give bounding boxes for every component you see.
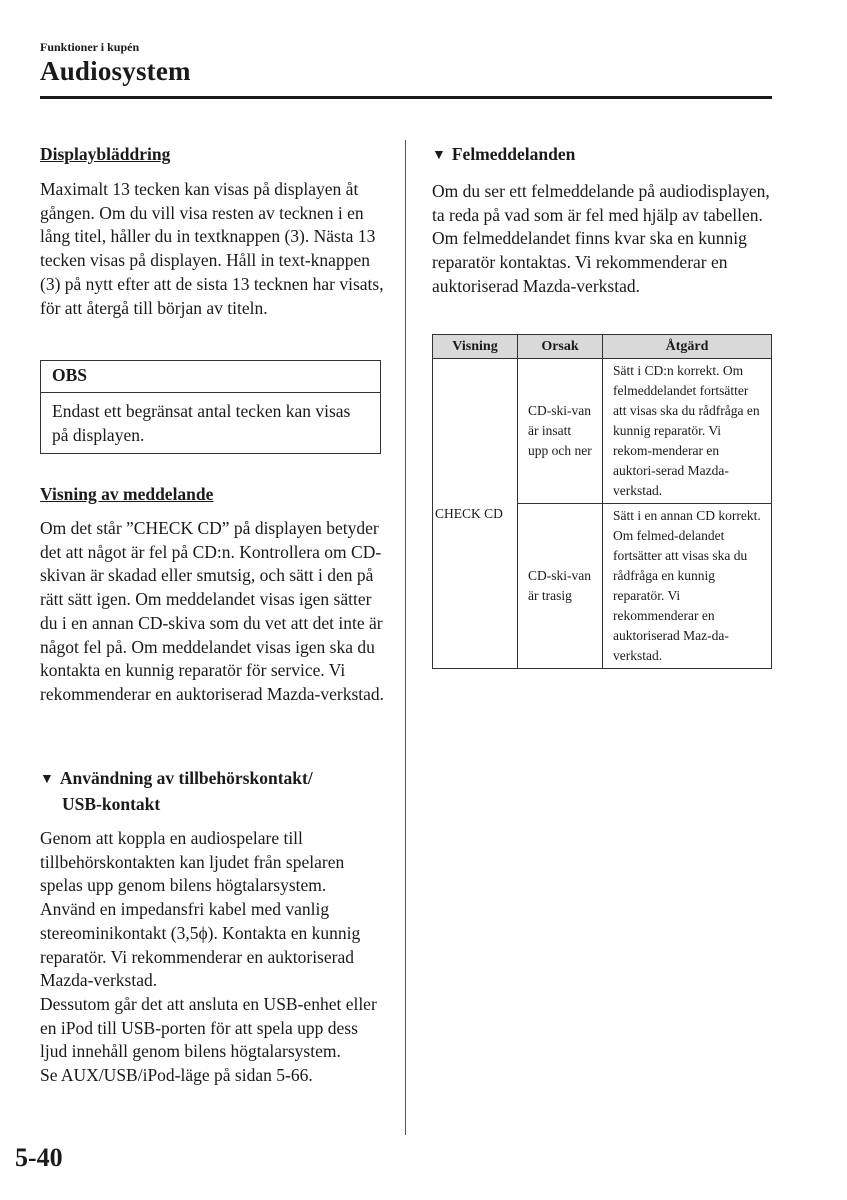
table-header: Åtgärd: [603, 335, 772, 359]
usb-paragraph: Använd en impedansfri kabel med vanlig stereominikontakt (3,5ϕ). Kontakta en kunnig reparatör. Vi rekommenderar en auktoriserad Mazda-verkstad.: [40, 899, 361, 991]
table-header: Orsak: [518, 335, 603, 359]
message-text: Om det står ”CHECK CD” på displayen betyder det att något är fel på CD:n. Kontrollera om CD-skivan är skadad eller smutsig, och sätt i den på rätt sätt igen. Om meddelandet visas igen sätter du i en annan CD-skiva som du vet att det inte är något fel på. Om meddelandet visas igen ska du kontakta en kunnig reparatör för service. Vi rekommenderar en auktoriserad Mazda-verkstad.: [40, 518, 385, 704]
note-box: [40, 360, 381, 454]
table-header: Visning: [433, 335, 518, 359]
title-rule: [40, 96, 772, 99]
error-text: Om du ser ett felmeddelande på audiodisplayen, ta reda på vad som är fel med hjälp av tabellen. Om felmeddelandet finns kvar ska en kunnig reparatör kontaktas. Vi rekommenderar en auktoriserad Mazda-verkstad.: [432, 181, 770, 296]
usb-text: [40, 827, 385, 1088]
page-number: 5-40: [15, 1143, 63, 1172]
table-cell-action: Sätt i CD:n korrekt. Om felmeddelandet fortsätter att visas ska du rådfråga en kunnig reparatör. Vi rekom-menderar en auktori-serad Mazda-verkstad.: [603, 359, 772, 504]
triangle-down-icon: ▼: [40, 772, 54, 787]
usb-paragraph: Dessutom går det att ansluta en USB-enhet eller en iPod till USB-porten för att spela upp dess ljud innehåll genom bilens högtalarsystem.: [40, 993, 377, 1062]
table-header-row: [433, 335, 772, 359]
display-scroll-heading: Displaybläddring: [40, 144, 171, 164]
error-heading: ▼ Felmeddelanden: [432, 143, 774, 169]
table-row: [433, 359, 772, 504]
table-cell-display: CHECK CD: [433, 359, 518, 669]
table-cell-cause: CD-ski-van är insatt upp och ner: [518, 359, 603, 504]
usb-paragraph: Genom att koppla en audiospelare till tillbehörskontakten kan ljudet från spelaren spelas upp genom bilens högtalarsystem.: [40, 828, 345, 896]
display-scroll-text: Maximalt 13 tecken kan visas på displayen åt gången. Om du vill visa resten av tecknen i en lång titel, håller du in textknappen (3). Nästa 13 tecken visas på displayen. Håll in text-knappen (3) på nytt efter att de sista 13 tecknen har visats, för att återgå till början av titeln.: [40, 179, 384, 318]
column-divider: [405, 140, 406, 1135]
message-heading: Visning av meddelande: [40, 484, 214, 504]
note-body: Endast ett begränsat antal tecken kan visas på displayen.: [52, 401, 351, 445]
table-cell-cause: CD-ski-van är trasig: [518, 504, 603, 669]
table-cell-action: Sätt i en annan CD korrekt. Om felmed-delandet fortsätter att visas ska du rådfråga en kunnig reparatör. Vi rekommenderar en auktoriserad Maz-da-verkstad.: [603, 504, 772, 669]
usb-paragraph: Se AUX/USB/iPod-läge på sidan 5-66.: [40, 1065, 313, 1086]
note-title: OBS: [41, 361, 380, 393]
error-table: [432, 334, 772, 669]
triangle-down-icon: ▼: [432, 148, 446, 163]
page-title: Audiosystem: [40, 56, 191, 86]
usb-heading: ▼ Användning av tillbehörskontakt/ USB-kontakt: [40, 768, 313, 814]
section-label: Funktioner i kupén: [40, 40, 140, 54]
